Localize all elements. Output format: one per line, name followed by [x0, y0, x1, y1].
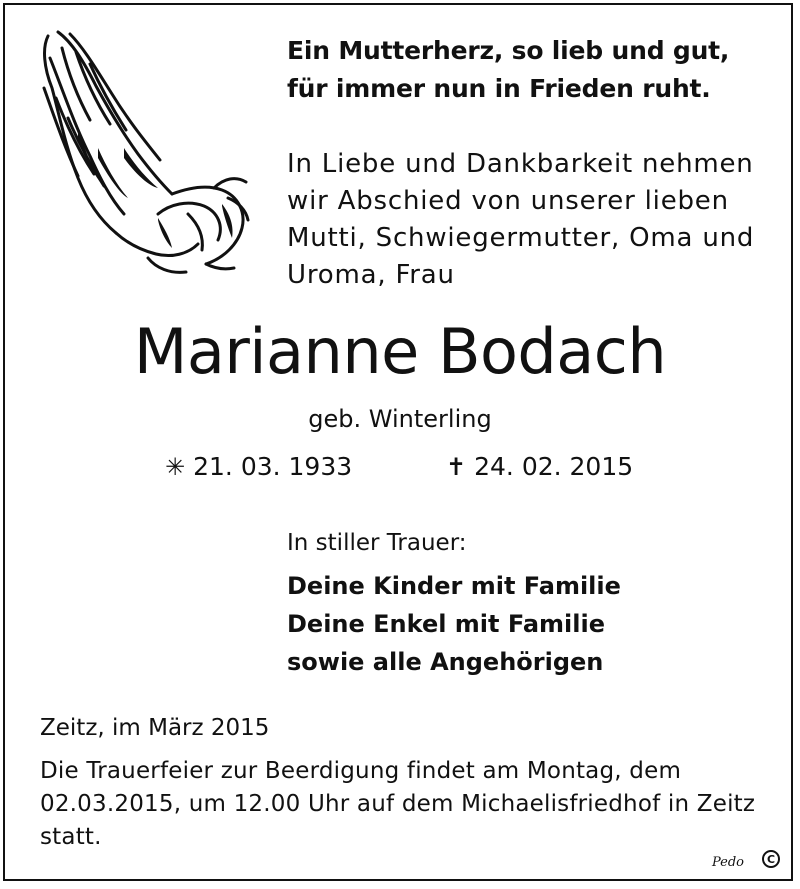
funeral-line-3: statt.: [40, 824, 102, 850]
verse-line-2: für immer nun in Frieden ruht.: [287, 74, 711, 103]
funeral-line-1: Die Trauerfeier zur Beerdigung findet am Montag, dem: [40, 758, 682, 784]
intro-text: [287, 146, 777, 294]
praying-hands-icon: [38, 28, 253, 278]
intro-line-1: In Liebe und Dankbarkeit nehmen: [287, 149, 754, 179]
mourner-line: Deine Enkel mit Familie: [287, 610, 606, 638]
mourners-list: [287, 567, 767, 681]
death-date: 24. 02. 2015: [474, 452, 634, 481]
designer-signature: Pedo: [712, 855, 745, 870]
mourner-line: Deine Kinder mit Familie: [287, 572, 621, 600]
funeral-line-2: 02.03.2015, um 12.00 Uhr auf dem Michaelisfriedhof in Zeitz: [40, 791, 756, 817]
deceased-name: Marianne Bodach: [133, 315, 667, 388]
mourner-line: sowie alle Angehörigen: [287, 648, 604, 676]
intro-line-2: wir Abschied von unserer lieben: [287, 186, 729, 216]
copyright-icon: C: [762, 850, 780, 868]
birth-info: [165, 449, 352, 485]
death-cross-icon: ✝: [446, 453, 467, 481]
place-date: Zeitz, im März 2015: [40, 715, 270, 741]
maiden-name: geb. Winterling: [308, 405, 492, 433]
death-info: [446, 449, 633, 485]
intro-line-3: Mutti, Schwiegermutter, Oma und: [287, 223, 755, 253]
birth-star-icon: ✳: [165, 453, 186, 481]
birth-date: 21. 03. 1933: [193, 452, 353, 481]
intro-line-4: Uroma, Frau: [287, 260, 455, 290]
funeral-notice: [40, 755, 765, 854]
verse-line-1: Ein Mutterherz, so lieb und gut,: [287, 36, 730, 65]
verse: [287, 32, 767, 108]
mourning-heading: In stiller Trauer:: [287, 530, 467, 556]
